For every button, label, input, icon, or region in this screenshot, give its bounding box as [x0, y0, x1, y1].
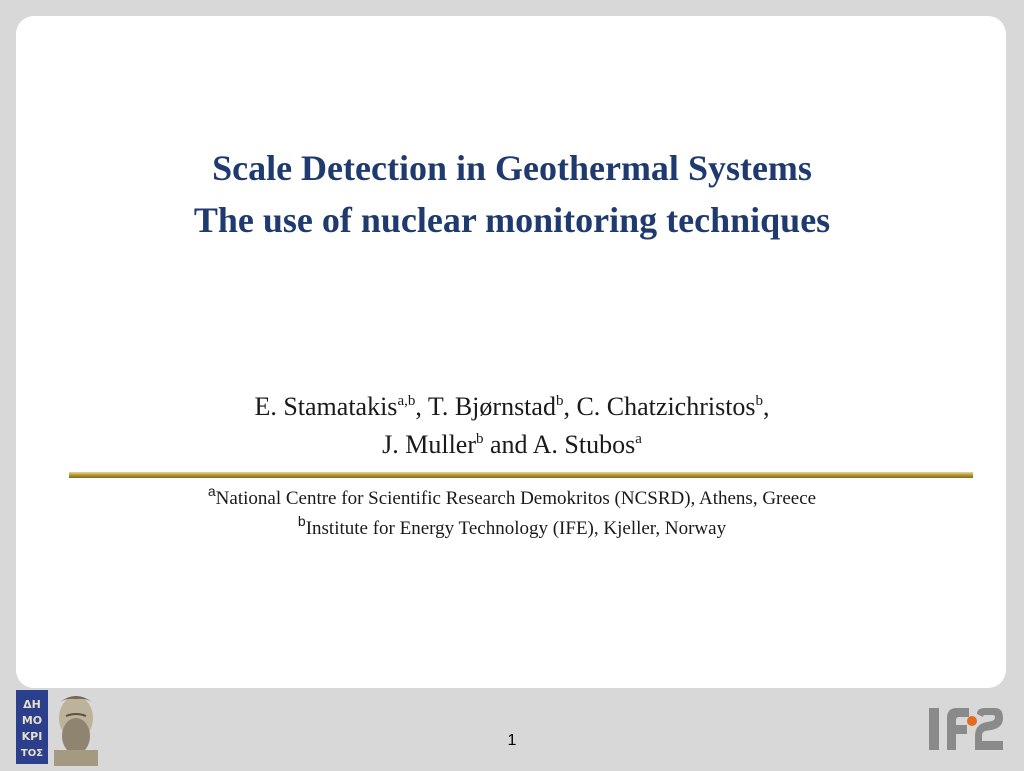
affiliation-text: Institute for Energy Technology (IFE), Kjeller, Norway — [305, 518, 727, 539]
author-list — [0, 388, 1024, 464]
author-affiliation-mark: a — [635, 431, 642, 447]
affiliation-list — [0, 484, 1024, 544]
affiliation-text: National Centre for Scientific Research Demokritos (NCSRD), Athens, Greece — [215, 488, 817, 509]
author-name: , T. Bjørnstad — [415, 392, 556, 421]
page-number: 1 — [507, 732, 517, 749]
author-affiliation-mark: b — [755, 393, 764, 409]
logo-letters: ΚΡΙ — [21, 730, 43, 743]
author-separator: , — [763, 392, 770, 421]
author-name: , C. Chatzichristos — [563, 392, 756, 421]
logo-letters: ΔΗ — [23, 698, 41, 711]
author-affiliation-mark: b — [476, 431, 484, 447]
author-name: and A. Stubos — [483, 430, 636, 459]
slide-panel — [16, 16, 1006, 688]
author-affiliation-mark: a,b — [397, 393, 416, 409]
logo-letters: ΜΟ — [21, 714, 43, 727]
title-line-2: The use of nuclear monitoring techniques — [193, 200, 831, 240]
ife-logo — [925, 700, 1007, 752]
author-line-2 — [0, 426, 1024, 464]
affiliation-line — [0, 514, 1024, 544]
affiliation-mark: b — [297, 513, 306, 529]
slide-title — [0, 142, 1024, 246]
logo-letters: ΤΟΣ — [20, 748, 44, 759]
demokritos-logo — [14, 688, 98, 766]
affiliation-mark: a — [207, 483, 216, 499]
title-line-1: Scale Detection in Geothermal Systems — [212, 148, 812, 188]
author-affiliation-mark: b — [555, 393, 564, 409]
author-line-1 — [0, 388, 1024, 426]
author-name: E. Stamatakis — [254, 392, 398, 421]
gold-divider — [69, 472, 973, 478]
affiliation-line — [0, 484, 1024, 514]
author-name: J. Muller — [382, 430, 477, 459]
